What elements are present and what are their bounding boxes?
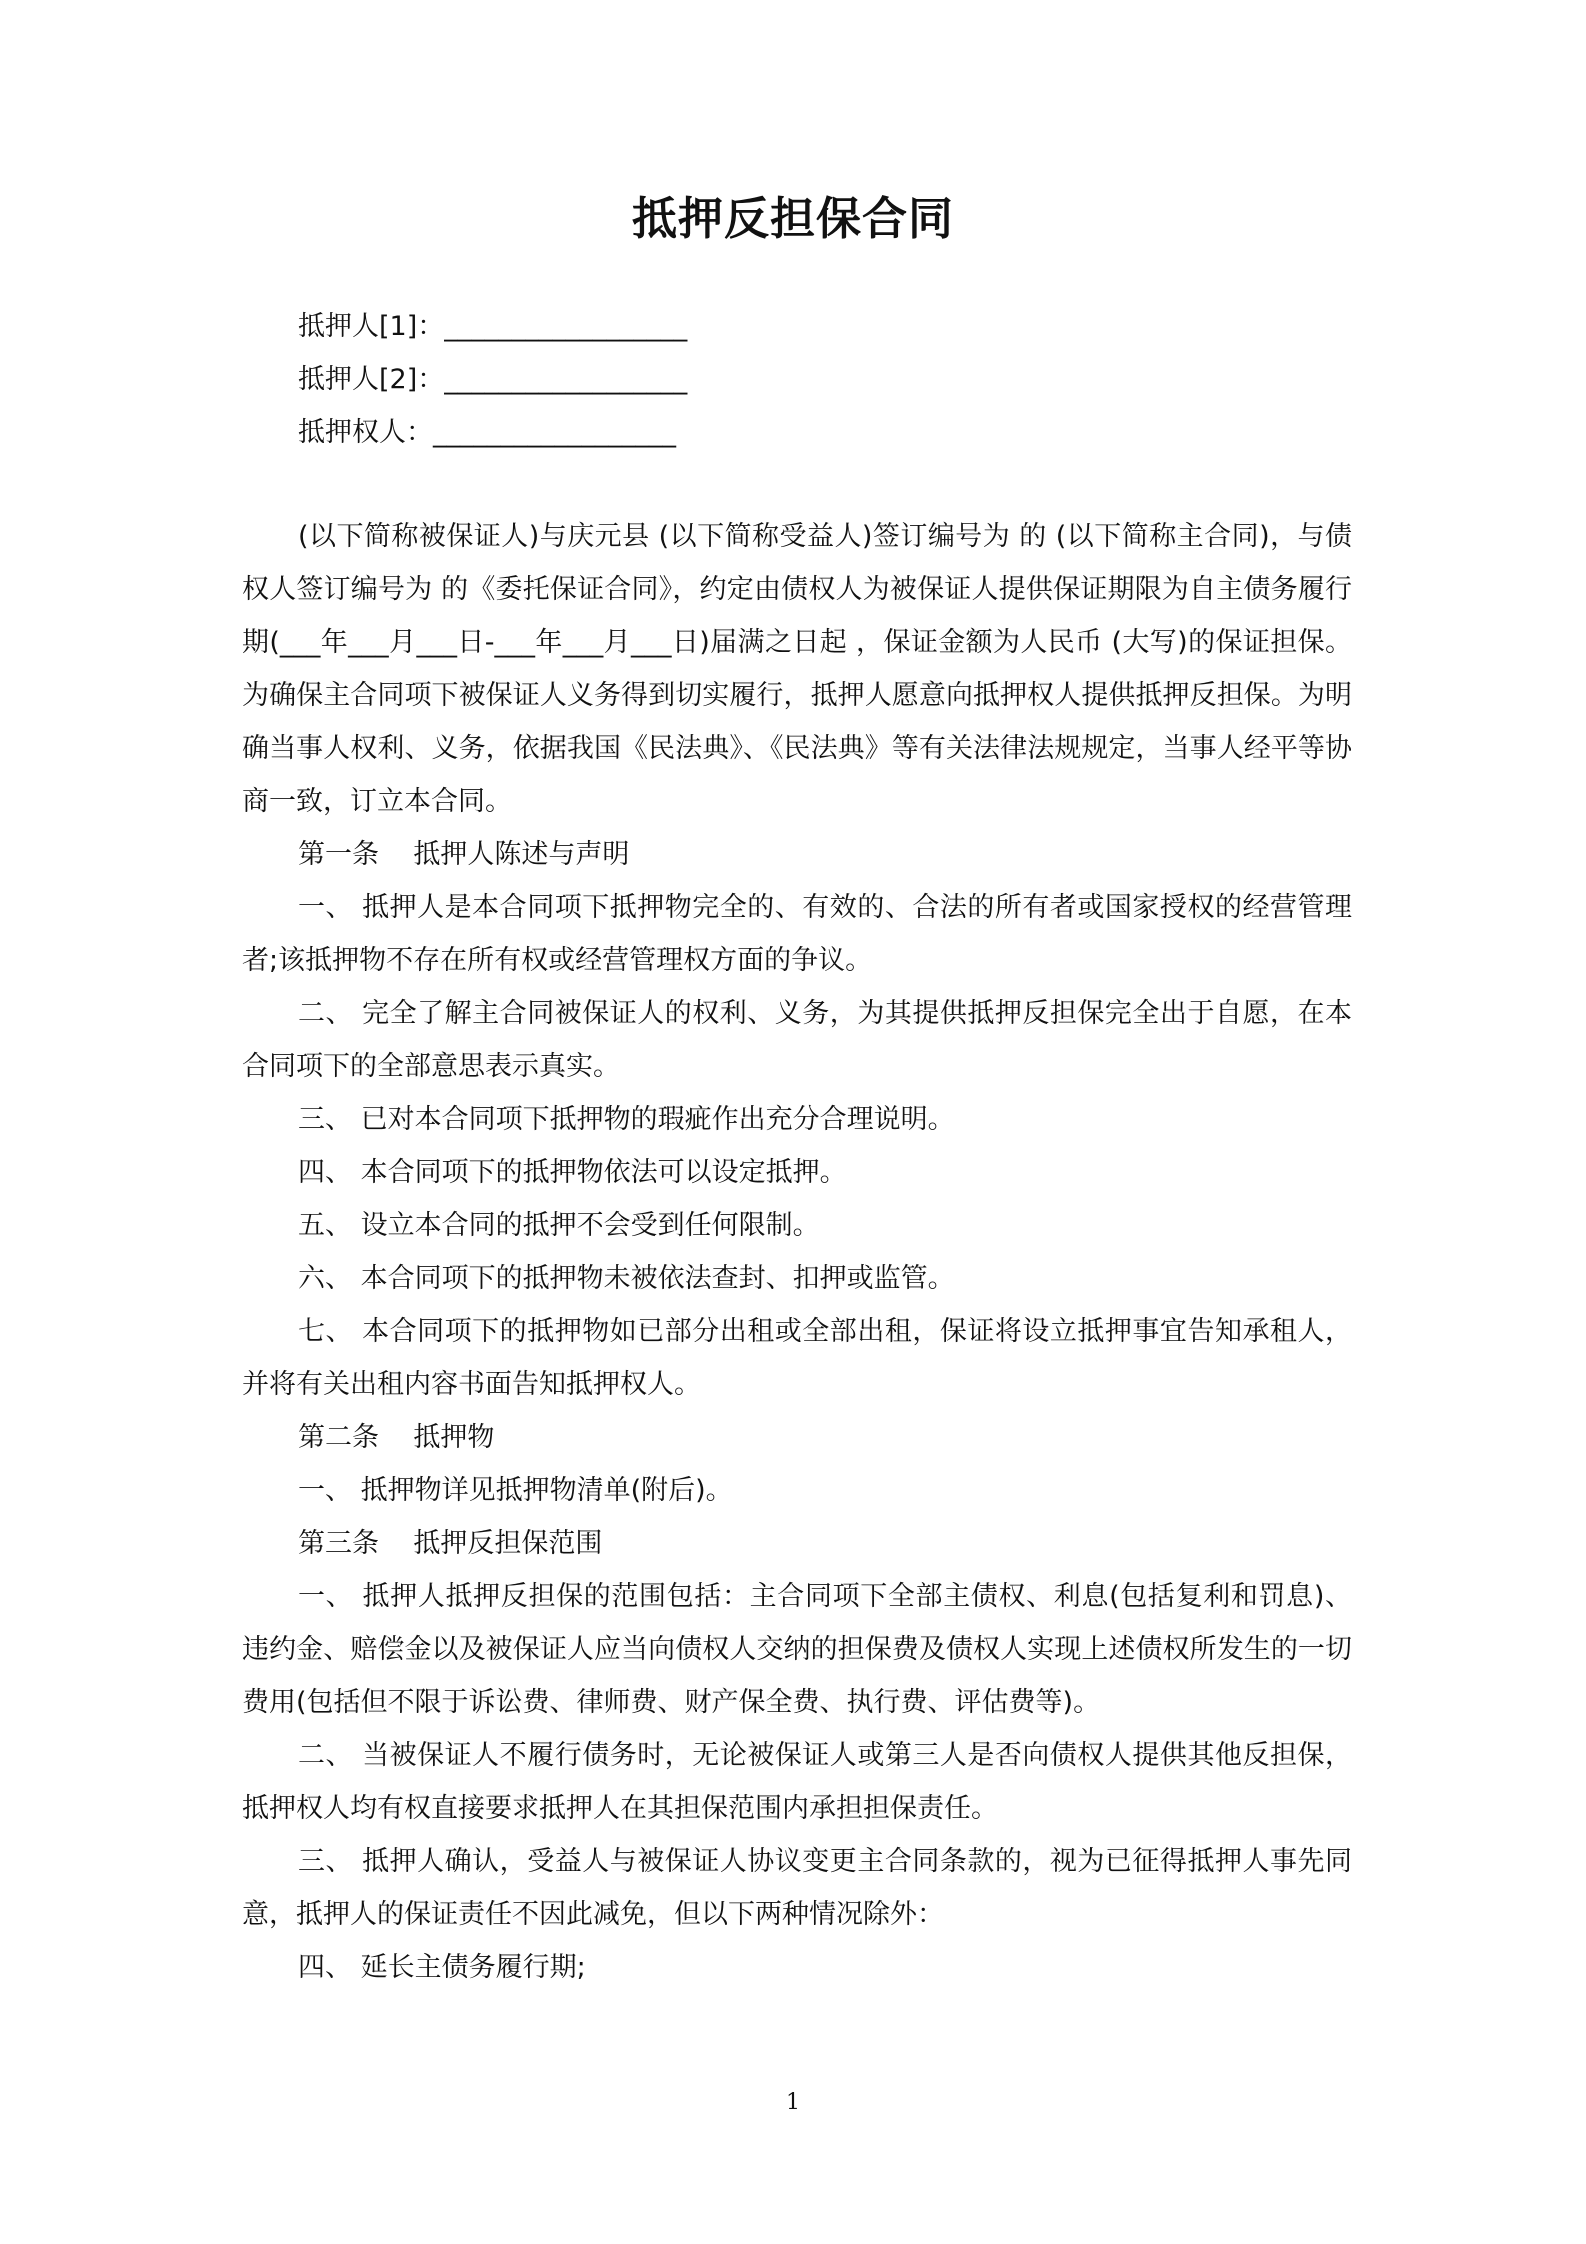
item-text: 抵押人是本合同项下抵押物完全的、有效的、合法的所有者或国家授权的经营管理者;该抵押物不存在所有权或经营管理权方面的争议。: [242, 892, 1352, 976]
item-text: 抵押人抵押反担保的范围包括：主合同项下全部主债权、利息(包括复利和罚息)、违约金、赔偿金以及被保证人应当向债权人交纳的担保费及债权人实现上述债权所发生的一切费用(包括但不限于诉讼费、律师费、财产保全费、执行费、评估费等)。: [242, 1581, 1353, 1718]
article-3-item: [242, 1835, 1352, 1941]
article-1-item: [242, 987, 1352, 1093]
item-text: 已对本合同项下抵押物的瑕疵作出充分合理说明。: [352, 1104, 955, 1135]
article-1-item: [242, 1305, 1352, 1411]
article-1-heading: 第一条 抵押人陈述与声明: [298, 839, 630, 870]
article-1-item: [242, 1252, 1352, 1305]
item-text: 抵押物详见抵押物清单(附后)。: [352, 1475, 733, 1506]
contract-body: [242, 510, 1352, 1994]
document-title: 抵押反担保合同: [631, 192, 954, 245]
party-mortgagor-2: 抵押人[2]：__________________: [298, 364, 688, 395]
party-mortgagee: 抵押权人：__________________: [298, 417, 676, 448]
item-text: 抵押人确认，受益人与被保证人协议变更主合同条款的，视为已征得抵押人事先同意，抵押人的保证责任不因此减免，但以下两种情况除外：: [242, 1846, 1352, 1930]
item-text: 本合同项下的抵押物未被依法查封、扣押或监管。: [352, 1263, 955, 1294]
item-number: 二、: [298, 1740, 354, 1771]
article-3-item: [242, 1941, 1352, 1994]
item-number: 四、: [298, 1952, 352, 1983]
article-1-item: [242, 1146, 1352, 1199]
article-1-item: [242, 881, 1352, 987]
item-text: 本合同项下的抵押物依法可以设定抵押。: [352, 1157, 847, 1188]
item-number: 一、: [298, 1581, 354, 1612]
article-3-item: [242, 1729, 1352, 1835]
item-text: 完全了解主合同被保证人的权利、义务，为其提供抵押反担保完全出于自愿，在本合同项下的全部意思表示真实。: [242, 998, 1352, 1082]
item-number: 四、: [298, 1157, 352, 1188]
item-number: 一、: [298, 892, 354, 923]
item-number: 三、: [298, 1846, 354, 1877]
item-text: 当被保证人不履行债务时，无论被保证人或第三人是否向债权人提供其他反担保，抵押权人均有权直接要求抵押人在其担保范围内承担担保责任。: [242, 1740, 1352, 1824]
item-number: 五、: [298, 1210, 352, 1241]
article-3-heading: 第三条 抵押反担保范围: [298, 1528, 603, 1559]
item-number: 二、: [298, 998, 354, 1029]
article-1-item: [242, 1199, 1352, 1252]
article-1-item: [242, 1093, 1352, 1146]
article-2-item: [242, 1464, 1352, 1517]
page-number: 1: [786, 2090, 800, 2115]
item-text: 设立本合同的抵押不会受到任何限制。: [352, 1210, 820, 1241]
item-number: 一、: [298, 1475, 352, 1506]
article-2-heading: 第二条 抵押物: [298, 1422, 495, 1453]
intro-paragraph: (以下简称被保证人)与庆元县 (以下简称受益人)签订编号为 的 (以下简称主合同)，与债权人签订编号为 的《委托保证合同》，约定由债权人为被保证人提供保证期限为自主债务履行期(___年___月___日-___年___月___日)届满之日起 ，保证金额为人民币 (大写)的保证担保。为确保主合同项下被保证人义务得到切实履行，抵押人愿意向抵押权人提供抵押反担保。为明确当事人权利、义务，依据我国《民法典》、《民法典》等有关法律法规规定，当事人经平等协商一致，订立本合同。: [242, 521, 1352, 817]
item-text: 本合同项下的抵押物如已部分出租或全部出租，保证将设立抵押事宜告知承租人，并将有关出租内容书面告知抵押权人。: [242, 1316, 1352, 1400]
item-number: 三、: [298, 1104, 352, 1135]
item-text: 延长主债务履行期;: [352, 1952, 586, 1983]
article-3-item: [242, 1570, 1352, 1729]
item-number: 六、: [298, 1263, 352, 1294]
item-number: 七、: [298, 1316, 354, 1347]
parties-block: [298, 300, 1348, 459]
party-mortgagor-1: 抵押人[1]：__________________: [298, 311, 688, 342]
